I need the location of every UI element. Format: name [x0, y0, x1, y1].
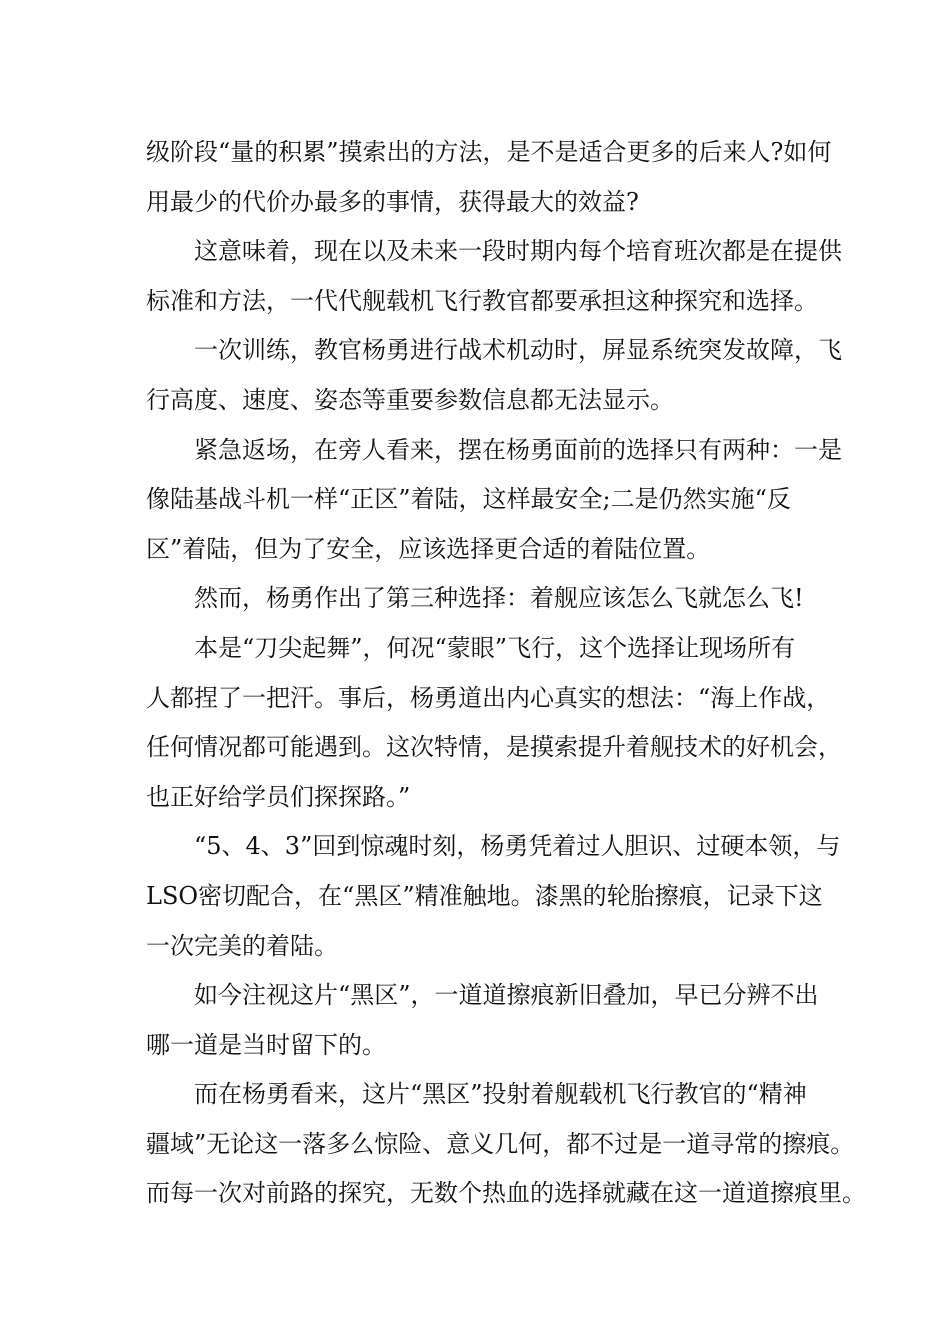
text-line: 一次训练，教官杨勇进行战术机动时，屏显系统突发故障，飞 [194, 336, 842, 365]
text-line: 而在杨勇看来，这片“黑区”投射着舰载机飞行教官的“精神 [194, 1080, 807, 1109]
text-line: 如今注视这片“黑区”，一道道擦痕新旧叠加，早已分辨不出 [194, 981, 819, 1010]
text-line: 行高度、速度、姿态等重要参数信息都无法显示。 [146, 385, 674, 414]
text-line: 紧急返场，在旁人看来，摆在杨勇面前的选择只有两种：一是 [194, 435, 842, 464]
text-line: 级阶段“量的积累”摸索出的方法，是不是适合更多的后来人?如何 [146, 138, 832, 166]
text-line: 区”着陆，但为了安全，应该选择更合适的着陆位置。 [146, 534, 711, 563]
text-line: 哪一道是当时留下的。 [146, 1030, 386, 1059]
text-line: 一次完美的着陆。 [146, 931, 338, 960]
text-line: 也正好给学员们探探路。” [146, 782, 411, 811]
body-text [146, 128, 866, 1219]
text-line: “5、4、3”回到惊魂时刻，杨勇凭着过人胆识、过硬本领，与 [194, 832, 841, 861]
text-line: 然而，杨勇作出了第三种选择：着舰应该怎么飞就怎么飞! [194, 584, 804, 613]
text-line: 像陆基战斗机一样“正区”着陆，这样最安全;二是仍然实施“反 [146, 485, 791, 514]
text-line: 标准和方法，一代代舰载机飞行教官都要承担这种探究和选择。 [146, 286, 818, 315]
text-line: 人都捏了一把汗。事后，杨勇道出内心真实的想法：“海上作战， [146, 683, 831, 712]
text-line: 而每一次对前路的探究，无数个热血的选择就藏在这一道道擦痕里。 [146, 1179, 866, 1208]
text-line: 本是“刀尖起舞”，何况“蒙眼”飞行，这个选择让现场所有 [194, 633, 796, 662]
text-line: 任何情况都可能遇到。这次特情，是摸索提升着舰技术的好机会， [146, 733, 842, 762]
text-line: 这意味着，现在以及未来一段时期内每个培育班次都是在提供 [194, 237, 842, 266]
text-line: 用最少的代价办最多的事情，获得最大的效益? [146, 187, 639, 216]
text-line: 疆域”无论这一落多么惊险、意义几何，都不过是一道寻常的擦痕。 [146, 1129, 855, 1158]
text-line: LSO密切配合，在“黑区”精准触地。漆黑的轮胎擦痕，记录下这 [146, 881, 823, 910]
